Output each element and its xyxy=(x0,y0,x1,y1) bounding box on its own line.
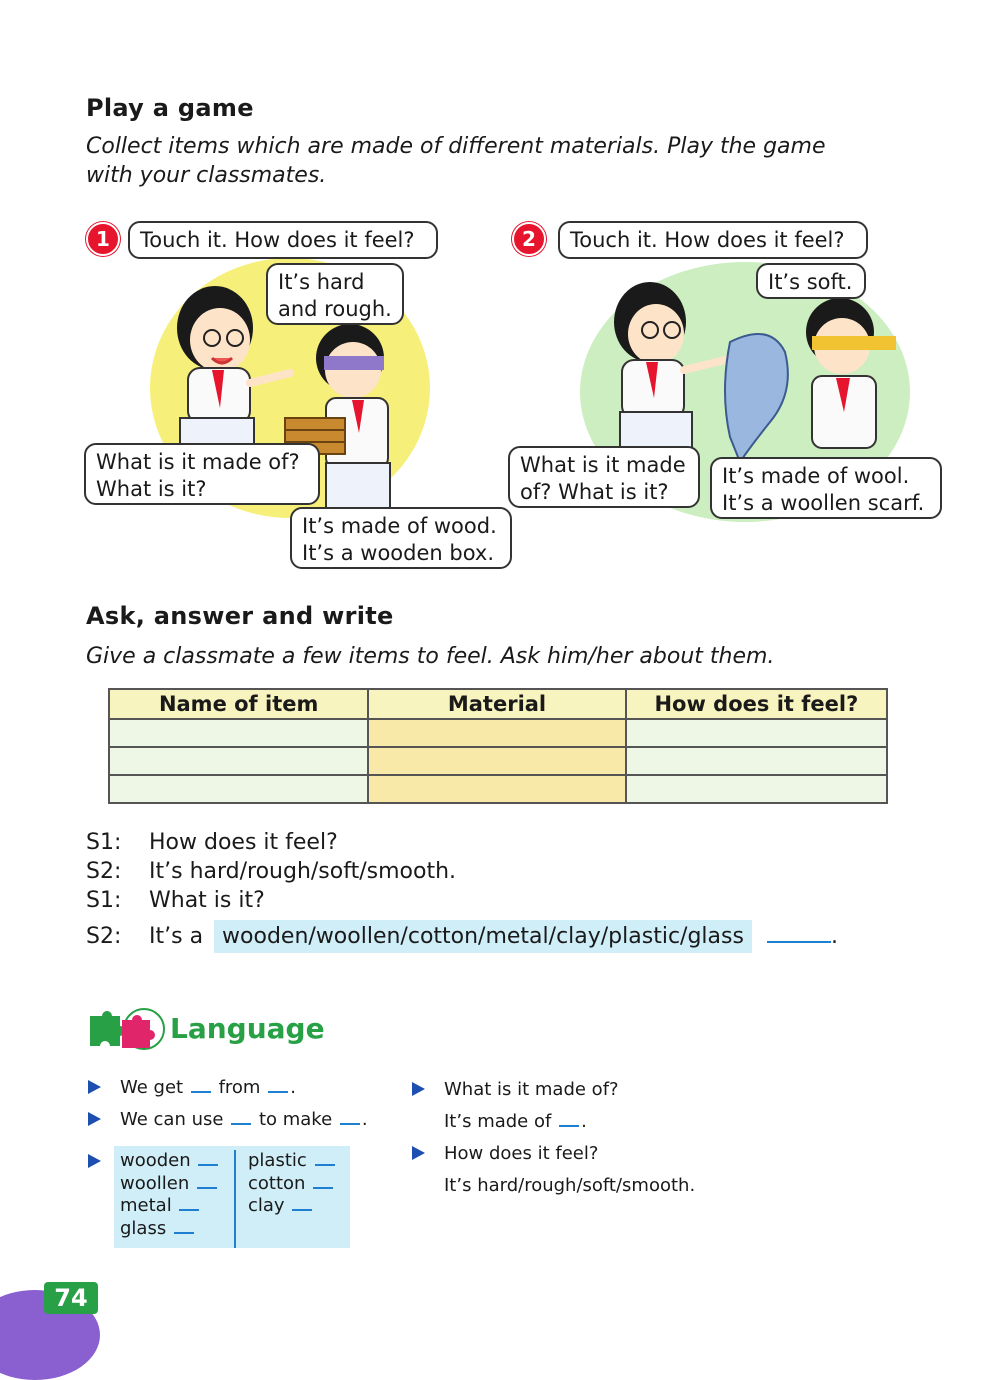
bullet-triangle-icon xyxy=(88,1080,101,1094)
lang-text: . xyxy=(361,1109,368,1130)
adjective-item xyxy=(120,1150,220,1173)
table-cell[interactable] xyxy=(626,775,887,803)
lang-text: to make xyxy=(258,1109,333,1130)
bullet-triangle-icon xyxy=(412,1082,425,1096)
adjective-word: glass xyxy=(120,1217,167,1239)
dialogue-text: What is it? xyxy=(149,888,265,913)
adjective-item xyxy=(120,1173,220,1196)
dialogue-speaker: S1: xyxy=(86,830,122,855)
blank-line xyxy=(559,1111,579,1127)
blank-line xyxy=(315,1150,335,1166)
adjective-item xyxy=(120,1195,220,1218)
lang-text: It’s made of xyxy=(444,1111,552,1132)
lang-text: We can use xyxy=(120,1109,224,1130)
bullet-triangle-icon xyxy=(88,1112,101,1126)
scene1-bubble-hard-rough xyxy=(266,263,404,325)
adjective-box xyxy=(114,1146,350,1248)
adjective-box-divider xyxy=(234,1150,236,1248)
adjective-word: cotton xyxy=(248,1172,306,1194)
scene2-number-badge: 2 xyxy=(512,222,546,256)
table-cell[interactable] xyxy=(626,747,887,775)
dialogue-speaker: S1: xyxy=(86,888,122,913)
table-row xyxy=(109,747,887,775)
dialogue-line-2 xyxy=(86,857,456,886)
dialogue-speaker: S2: xyxy=(86,924,122,949)
materials-table xyxy=(108,688,888,804)
bullet-triangle-icon xyxy=(412,1146,425,1160)
lang-text: from xyxy=(218,1077,261,1098)
table-header-feel: How does it feel? xyxy=(626,689,887,719)
language-line-we-get xyxy=(120,1076,296,1100)
blank-line xyxy=(231,1109,251,1125)
dialogue-line-3 xyxy=(86,886,265,915)
adjective-item xyxy=(248,1150,337,1173)
lang-text: . xyxy=(581,1111,587,1132)
table-header-material: Material xyxy=(368,689,625,719)
scene1-bubble-hard-line1: It’s hard xyxy=(278,270,365,294)
material-options-highlight: wooden/woollen/cotton/metal/clay/plastic/glass xyxy=(214,920,752,953)
dialogue-text-prefix: It’s a xyxy=(149,924,204,949)
scene2-bubble-wool-answer xyxy=(710,457,942,519)
scene2-bubble-soft xyxy=(756,263,866,299)
blank-line xyxy=(340,1109,360,1125)
blank-line xyxy=(174,1218,194,1234)
scene1-bubble-question xyxy=(128,221,438,259)
table-header-name: Name of item xyxy=(109,689,368,719)
language-q-made-of: What is it made of? xyxy=(444,1079,619,1100)
scene1-number-badge: 1 xyxy=(86,222,120,256)
dialogue-text: It’s hard/rough/soft/smooth. xyxy=(149,859,457,884)
scene2-bubble-question-text: Touch it. How does it feel? xyxy=(570,228,845,252)
blank-line xyxy=(197,1173,217,1189)
scene1-bubble-what-made-line2: What is it? xyxy=(96,477,207,501)
adjective-word: plastic xyxy=(248,1150,307,1171)
scene1-bubble-wood-answer xyxy=(290,507,512,569)
table-row xyxy=(109,719,887,747)
scene2-bubble-what-made-line2: of? What is it? xyxy=(520,480,669,504)
adjective-item xyxy=(120,1218,220,1241)
blank-line xyxy=(198,1150,218,1166)
scene2-bubble-what-made-line1: What is it made xyxy=(520,453,686,477)
scene2-bubble-wool-line1: It’s made of wool. xyxy=(722,464,910,488)
blank-line xyxy=(268,1077,288,1093)
blank-line xyxy=(292,1195,312,1211)
adjective-col-1 xyxy=(120,1150,220,1240)
blank-line xyxy=(313,1173,333,1189)
scene1-bubble-wood-line2: It’s a wooden box. xyxy=(302,541,495,565)
table-header-row xyxy=(109,689,887,719)
scene1-bubble-hard-line2: and rough. xyxy=(278,297,392,321)
table-cell[interactable] xyxy=(368,775,625,803)
dialogue-text-suffix: . xyxy=(830,924,838,949)
lang-text: We get xyxy=(120,1077,184,1098)
table-cell[interactable] xyxy=(626,719,887,747)
blank-line xyxy=(191,1077,211,1093)
dialogue-line-1 xyxy=(86,828,338,857)
dialogue-text: How does it feel? xyxy=(149,830,338,855)
play-instruction-line2: with your classmates. xyxy=(86,163,327,188)
dialogue-speaker: S2: xyxy=(86,859,122,884)
language-line-we-can-use xyxy=(120,1108,368,1132)
section-title-ask-answer-write: Ask, answer and write xyxy=(86,602,394,630)
table-cell[interactable] xyxy=(109,719,368,747)
table-cell[interactable] xyxy=(368,719,625,747)
section-title-play-a-game: Play a game xyxy=(86,94,254,122)
scene2-bubble-soft-text: It’s soft. xyxy=(768,270,853,294)
scene1-bubble-what-made-line1: What is it made of? xyxy=(96,450,300,474)
scene1-bubble-question-text: Touch it. How does it feel? xyxy=(140,228,415,252)
adjective-item xyxy=(248,1195,337,1218)
play-instruction-line1: Collect items which are made of different materials. Play the game xyxy=(86,134,826,159)
adjective-word: clay xyxy=(248,1195,285,1216)
adjective-item xyxy=(248,1173,337,1196)
language-q-feel: How does it feel? xyxy=(444,1143,599,1164)
language-title: Language xyxy=(170,1012,325,1045)
language-a-feel: It’s hard/rough/soft/smooth. xyxy=(444,1175,696,1196)
scene2-bubble-what-made xyxy=(508,446,700,508)
answer-blank[interactable] xyxy=(767,923,831,943)
language-a-made-of xyxy=(444,1110,587,1134)
table-row xyxy=(109,775,887,803)
table-cell[interactable] xyxy=(109,775,368,803)
dialogue-line-4 xyxy=(86,922,838,951)
bullet-triangle-icon xyxy=(88,1154,101,1168)
scene2-bubble-question xyxy=(558,221,868,259)
adjective-word: wooden xyxy=(120,1150,191,1171)
adjective-col-2 xyxy=(248,1150,337,1218)
puzzle-icon xyxy=(84,1006,166,1052)
table-cell[interactable] xyxy=(368,747,625,775)
scene1-bubble-what-made xyxy=(84,443,320,505)
lang-text: . xyxy=(290,1077,296,1098)
ask-instruction: Give a classmate a few items to feel. Ask him/her about them. xyxy=(86,644,775,669)
adjective-word: woollen xyxy=(120,1172,190,1194)
table-cell[interactable] xyxy=(109,747,368,775)
scene2-bubble-wool-line2: It’s a woollen scarf. xyxy=(722,491,925,515)
page-number: 74 xyxy=(44,1282,98,1314)
blank-line xyxy=(179,1195,199,1211)
scene1-bubble-wood-line1: It’s made of wood. xyxy=(302,514,497,538)
adjective-word: metal xyxy=(120,1195,172,1216)
